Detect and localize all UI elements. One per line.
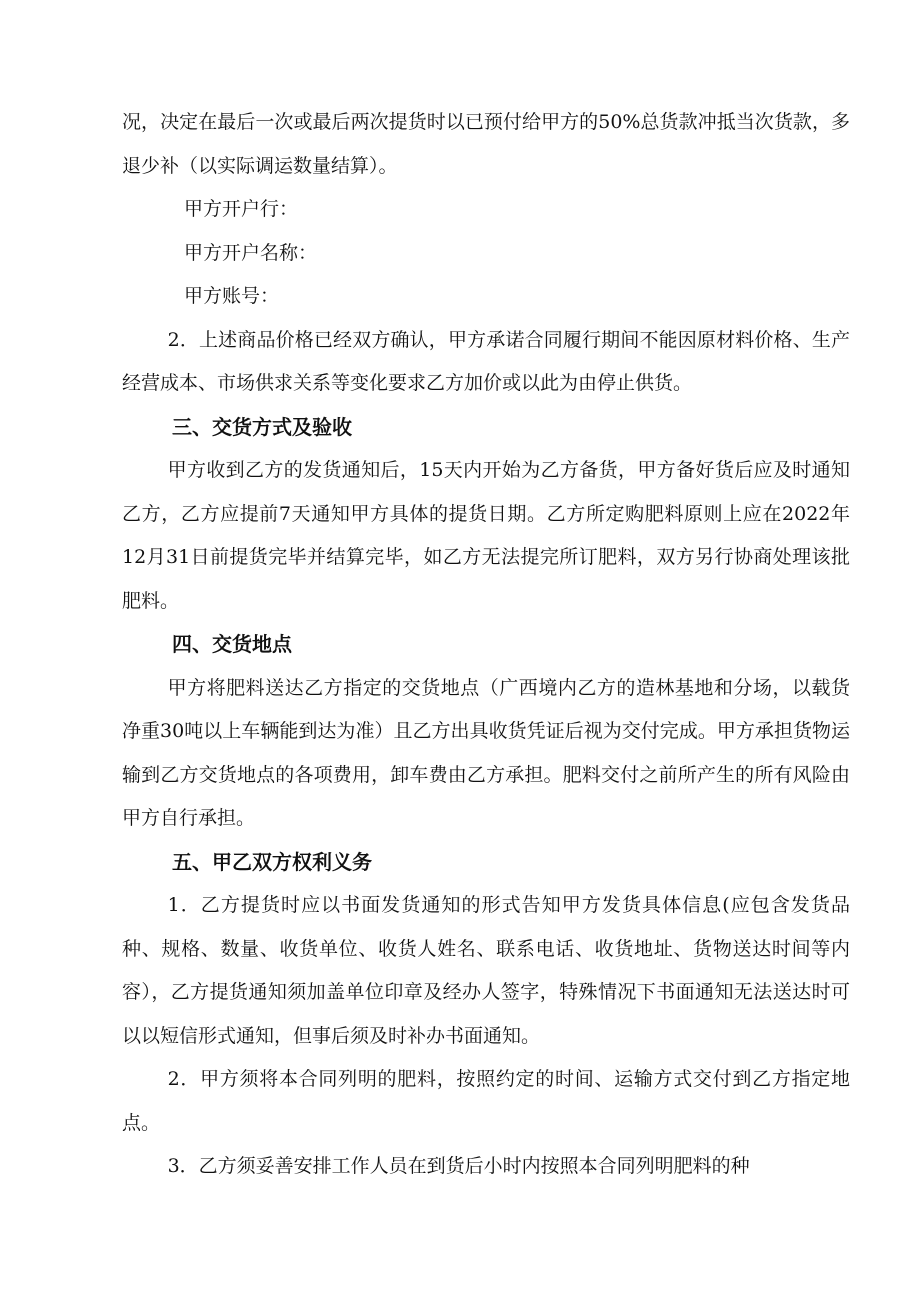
section-5-item-2: 2．甲方须将本合同列明的肥料，按照约定的时间、运输方式交付到乙方指定地点。 [122, 1068, 850, 1134]
section-4-heading: 四、交货地点 [172, 632, 292, 656]
section-3-heading: 三、交货方式及验收 [172, 414, 352, 439]
price-clause-paragraph: 2．上述商品价格已经双方确认，甲方承诺合同履行期间不能因原材料价格、生产经营成本、市场供求关系等变化要求乙方加价或以此为由停止供货。 [122, 328, 850, 394]
section-4-body: 甲方将肥料送达乙方指定的交货地点（广西境内乙方的造林基地和分场，以载货净重30吨以上车辆能到达为准）且乙方出具收货凭证后视为交付完成。甲方承担货物运输到乙方交货地点的各项费用，卸车费由乙方承担。肥料交付之前所产生的所有风险由甲方自行承担。 [122, 676, 850, 829]
document-page [122, 101, 850, 1189]
account-name-field-label: 甲方开户名称： [184, 241, 318, 264]
bank-field-label: 甲方开户行： [184, 198, 299, 220]
continuation-paragraph: 况，决定在最后一次或最后两次提货时以已预付给甲方的50%总货款冲抵当次货款，多退少补（以实际调运数量结算）。 [122, 111, 850, 177]
section-5-item-3: 3．乙方须妥善安排工作人员在到货后小时内按照本合同列明肥料的种 [167, 1155, 750, 1177]
account-number-field-label: 甲方账号： [184, 285, 280, 307]
section-3-body: 甲方收到乙方的发货通知后，15天内开始为乙方备货，甲方备好货后应及时通知乙方，乙方应提前7天通知甲方具体的提货日期。乙方所定购肥料原则上应在2022年12月31日前提货完毕并结算完毕，如乙方无法提完所订肥料，双方另行协商处理该批肥料。 [122, 459, 850, 612]
section-5-heading: 五、甲乙双方权利义务 [172, 849, 372, 874]
section-5-item-1: 1．乙方提货时应以书面发货通知的形式告知甲方发货具体信息(应包含发货品种、规格、数量、收货单位、收货人姓名、联系电话、收货地址、货物送达时间等内容），乙方提货通知须加盖单位印章及经办人签字，特殊情况下书面通知无法送达时可以以短信形式通知，但事后须及时补办书面通知。 [122, 894, 850, 1047]
